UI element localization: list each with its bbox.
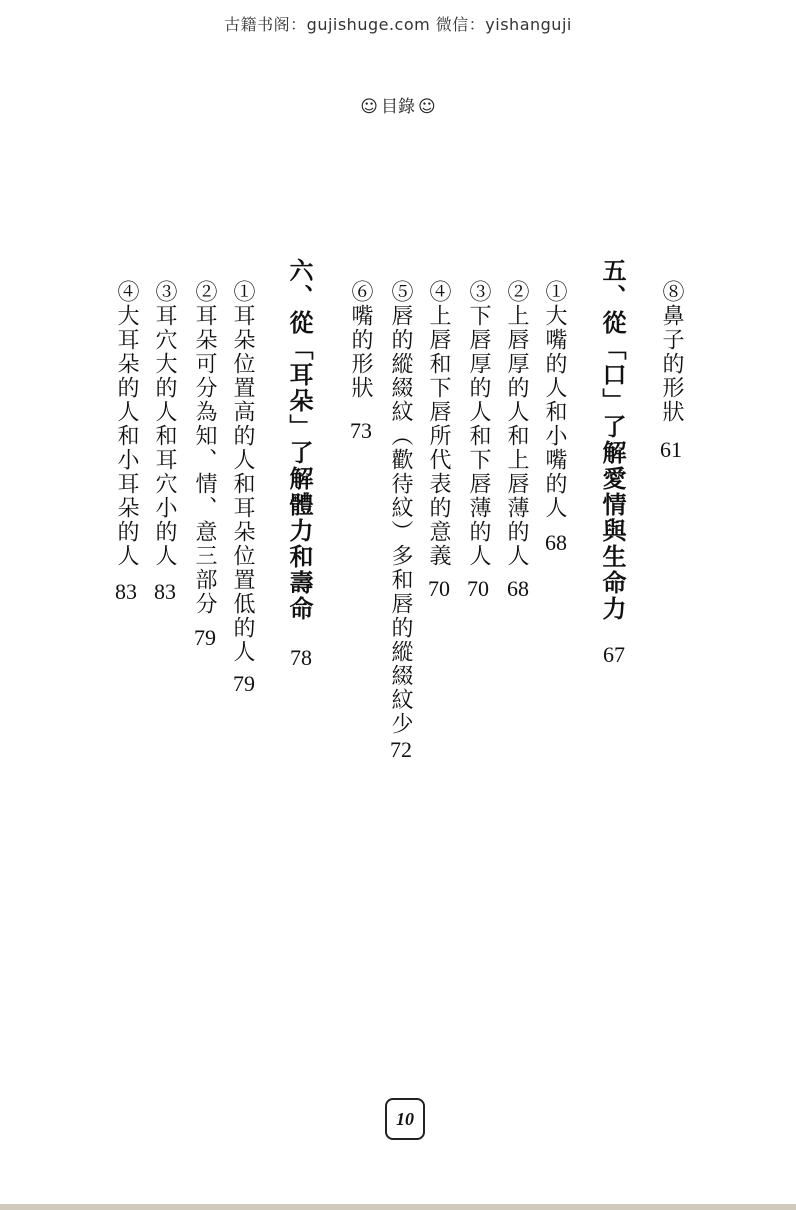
bottom-edge [0, 1204, 796, 1210]
toc-entry-text: ①大嘴的人和小嘴的人 [542, 280, 567, 520]
toc-entry [505, 280, 527, 568]
toc-entry [660, 280, 682, 424]
toc-entry-text: ④大耳朵的人和小耳朵的人 [114, 280, 139, 568]
toc-title: 目錄 [381, 97, 415, 117]
toc-entry-page: 73 [350, 418, 372, 443]
smiley-face-icon: ☺ [360, 97, 378, 117]
toc-entry [349, 280, 371, 400]
toc-chapter-page: 78 [290, 645, 312, 670]
toc-entry-page: 79 [233, 671, 255, 696]
toc-entry-text: ⑧鼻子的形狀 [659, 280, 684, 424]
smiley-face-icon: ☺ [418, 97, 436, 117]
toc-entry-text: ②上唇厚的人和上唇薄的人 [504, 280, 529, 568]
toc-entry [153, 280, 175, 568]
toc-entry-text: ④上唇和下唇所代表的意義 [426, 280, 451, 568]
toc-chapter-page: 67 [603, 642, 625, 667]
toc-entry [193, 280, 215, 616]
page-folio: 10 [385, 1098, 425, 1140]
toc-entry [427, 280, 449, 568]
toc-entry-page: 70 [428, 576, 450, 601]
toc-entry-text: ③耳穴大的人和耳穴小的人 [152, 280, 177, 568]
toc-entry-text: ②耳朵可分為知、情、意三部分 [192, 280, 217, 616]
toc-chapter [287, 258, 311, 622]
toc-entry-page: 61 [660, 437, 682, 462]
toc-entry [115, 280, 137, 568]
toc-entry-page: 79 [194, 625, 216, 650]
toc-entry [467, 280, 489, 568]
toc-entry-page: 83 [154, 579, 176, 604]
toc-entry-text: ⑥嘴的形狀 [348, 280, 373, 400]
toc-entry [543, 280, 565, 520]
toc-entry-text: ①耳朵位置高的人和耳朵位置低的人 [230, 280, 255, 664]
toc-chapter-text: 五、從「口」了解愛情與生命力 [598, 258, 626, 622]
toc-entry-page: 68 [545, 530, 567, 555]
toc-entry-text: ⑤唇的縱綴紋（歡待紋）多和唇的縱綴紋少 [388, 280, 413, 736]
toc-entry [389, 280, 411, 736]
toc-chapter [600, 258, 624, 622]
toc-entry-page: 68 [507, 576, 529, 601]
toc-chapter-text: 六、從「耳朵」了解體力和壽命 [285, 258, 313, 622]
toc-entry-page: 70 [467, 576, 489, 601]
toc-entry-text: ③下唇厚的人和下唇薄的人 [466, 280, 491, 568]
toc-entry [231, 280, 253, 664]
toc-entry-page: 72 [390, 737, 412, 762]
toc-entry-page: 83 [115, 579, 137, 604]
toc-header [0, 92, 796, 117]
watermark-text: 古籍书阁：gujishuge.com 微信：yishanguji [224, 15, 572, 34]
